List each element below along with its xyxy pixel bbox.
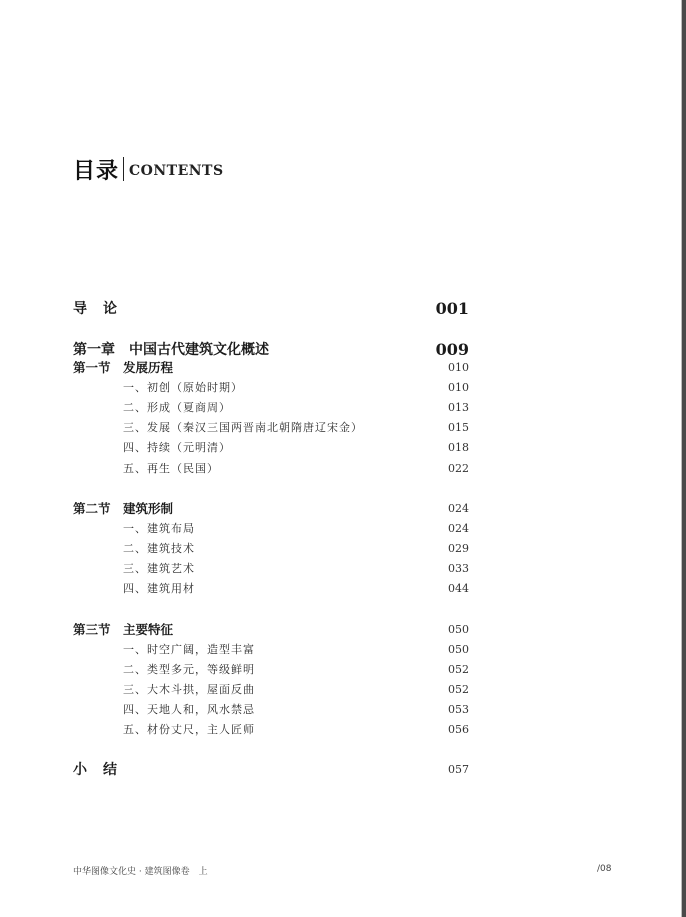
toc-entry-label: 二、形成（夏商周） [123,401,231,414]
toc-entry-label: 三、建筑艺术 [123,562,195,575]
toc-heading [73,152,224,186]
toc-entry-label: 二、类型多元，等级鲜明 [123,663,255,676]
toc-entry-section-3[interactable] [73,620,469,640]
toc-entry-page: 001 [435,299,469,318]
toc-entry-item[interactable] [73,579,469,599]
toc-entry-item[interactable] [73,438,469,458]
toc-entry-section-1[interactable] [73,358,469,378]
toc-entry-label: 四、持续（元明清） [123,441,231,454]
toc-entry-item[interactable] [73,680,469,700]
toc-entry-page: 033 [448,562,469,575]
toc-entry-page: 057 [448,763,469,776]
toc-entry-intro[interactable] [73,299,469,319]
toc-entry-item[interactable] [73,660,469,680]
toc-entry-item[interactable] [73,539,469,559]
toc-entry-page: 052 [448,683,469,696]
toc-entry-item[interactable] [73,519,469,539]
toc-entry-label: 三、发展（秦汉三国两晋南北朝隋唐辽宋金） [123,421,363,434]
toc-entry-summary[interactable] [73,760,469,780]
footer-page-number: /08 [597,864,612,874]
toc-entry-item[interactable] [73,640,469,660]
toc-entry-label: 一、时空广阔，造型丰富 [123,643,255,656]
heading-title-cn: 目录 [73,157,120,184]
heading-divider [123,157,124,181]
toc-entry-label: 五、材份丈尺，主人匠师 [123,723,255,736]
toc-entry-item[interactable] [73,398,469,418]
toc-entry-page: 009 [435,340,469,359]
toc-entry-page: 013 [448,401,469,414]
toc-entry-label: 第一节 发展历程 [73,360,174,375]
toc-entry-page: 024 [448,522,469,535]
toc-entry-page: 018 [448,441,469,454]
toc-entry-item[interactable] [73,459,469,479]
toc-entry-page: 056 [448,723,469,736]
toc-entry-page: 010 [448,381,469,394]
toc-entry-label: 导论 [73,301,133,317]
toc-entry-item[interactable] [73,720,469,740]
toc-entry-label: 第一章 中国古代建筑文化概述 [73,342,269,358]
toc-entry-chapter-1[interactable] [73,340,469,360]
toc-entry-item[interactable] [73,700,469,720]
toc-entry-page: 010 [448,361,469,374]
toc-entry-label: 一、建筑布局 [123,522,195,535]
toc-entry-page: 053 [448,703,469,716]
toc-entry-page: 044 [448,582,469,595]
toc-entry-page: 029 [448,542,469,555]
toc-entry-label: 一、初创（原始时期） [123,381,243,394]
toc-entry-page: 015 [448,421,469,434]
toc-entry-label: 五、再生（民国） [123,462,219,475]
toc-entry-item[interactable] [73,418,469,438]
toc-entry-item[interactable] [73,559,469,579]
page-edge [682,0,686,917]
toc-entry-page: 024 [448,502,469,515]
toc-entry-label: 二、建筑技术 [123,542,195,555]
toc-entry-page: 050 [448,643,469,656]
toc-entry-label: 小结 [73,762,133,778]
toc-entry-label: 四、建筑用材 [123,582,195,595]
toc-entry-label: 第三节 主要特征 [73,622,174,637]
heading-title-en: CONTENTS [129,162,224,179]
toc-entry-page: 052 [448,663,469,676]
toc-entry-section-2[interactable] [73,499,469,519]
toc-entry-label: 第二节 建筑形制 [73,501,174,516]
toc-entry-page: 022 [448,462,469,475]
footer-book-title: 中华图像文化史 · 建筑图像卷 上 [73,867,208,877]
toc-entry-label: 四、天地人和，风水禁忌 [123,703,255,716]
toc-entry-item[interactable] [73,378,469,398]
toc-entry-label: 三、大木斗拱，屋面反曲 [123,683,255,696]
toc-entry-page: 050 [448,623,469,636]
